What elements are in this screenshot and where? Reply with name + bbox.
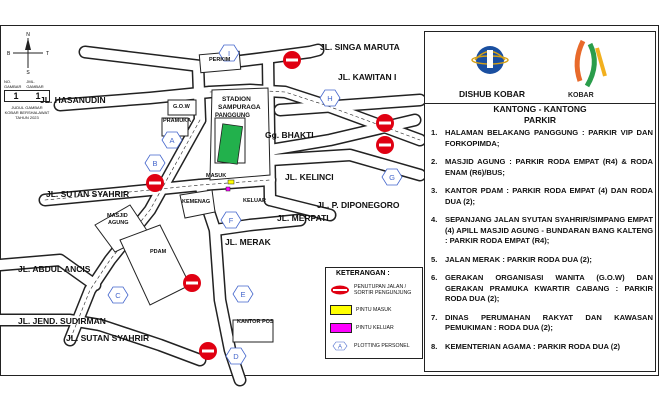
no-entry-sign-icon xyxy=(376,114,394,132)
entry-gate-marker xyxy=(228,180,234,184)
legend-exit xyxy=(330,323,394,333)
compass-east: T xyxy=(46,51,50,57)
triangle-marker-icon xyxy=(330,341,350,351)
legend-personnel xyxy=(330,341,410,351)
street-merak: JL. MERAK xyxy=(225,237,271,247)
marker-label-a: A xyxy=(169,136,175,145)
legend-personnel-label: PLOTTING PERSONEL xyxy=(354,343,410,349)
svg-text:A: A xyxy=(337,344,343,351)
judul-label: JUDUL GAMBAR xyxy=(11,105,43,110)
legend-closure xyxy=(330,284,422,296)
north-arrow-icon xyxy=(3,30,53,75)
list-item: 5. JALAN MERAK : PARKIR RODA DUA (2); xyxy=(431,254,592,264)
marker-label-f: F xyxy=(228,216,234,225)
legend-exit-label: PINTU KELUAR xyxy=(356,325,394,331)
marker-label-b: B xyxy=(152,159,158,168)
jml-gambar-label: JML. GAMBAR xyxy=(26,79,44,89)
list-item: 8. KEMENTERIAN AGAMA : PARKIR RODA DUA (2) xyxy=(431,341,621,351)
list-item: 1. HALAMAN BELAKANG PANGGUNG : PARKIR VIP DAN FORKOPIMDA; xyxy=(431,128,653,148)
map-legend xyxy=(325,267,423,359)
no-entry-sign-icon xyxy=(183,274,201,292)
street-diponegoro: JL. P. DIPONEGORO xyxy=(317,200,400,210)
list-item: 6. GERAKAN ORGANISASI WANITA (G.O.W) DAN GERAKAN PRAMUKA KWARTIR CABANG : PARKIR RODA DUA (2); xyxy=(431,273,653,303)
label-masjid-2: AGUNG xyxy=(108,220,129,226)
list-item: 2. MASJID AGUNG : PARKIR RODA EMPAT (R4) & RODA ENAM (R6)/BUS; xyxy=(431,157,653,177)
legend-closure-label: PENUTUPAN JALAN / SORTIR PENGUNJUNG xyxy=(354,284,412,296)
street-sutan-syahrir-2: JL. SUTAN SYAHRIR xyxy=(66,333,150,343)
label-keluar: KELUAR xyxy=(243,198,266,204)
no-entry-sign-icon xyxy=(330,285,350,295)
no-entry-sign-icon xyxy=(199,342,217,360)
judul-line2: TAHUN 2023 xyxy=(15,115,39,120)
compass-west: B xyxy=(7,51,11,57)
street-kelinci: JL. KELINCI xyxy=(285,172,334,182)
marker-label-e: E xyxy=(240,290,246,299)
street-bhakti: Gg. BHAKTI xyxy=(265,130,314,140)
street-singa-maruta: JL. SINGA MARUTA xyxy=(320,42,400,52)
street-kawitan: JL. KAWITAN I xyxy=(338,72,397,82)
no-entry-sign-icon xyxy=(376,136,394,154)
label-kemenag: KEMENAG xyxy=(182,199,211,205)
street-hasanudin: JL. HASANUDIN xyxy=(40,95,106,105)
pdam-building xyxy=(120,225,190,305)
label-perkim: PERKIM xyxy=(209,57,231,63)
entry-swatch xyxy=(330,305,352,315)
compass-north: N xyxy=(26,32,30,38)
parking-title xyxy=(425,104,655,126)
list-item: 7. DINAS PERUMAHAN RAKYAT DAN KAWASAN PEMUKIMAN : RODA DUA (2); xyxy=(431,312,653,332)
legend-entry xyxy=(330,305,391,315)
dishub-logo-icon xyxy=(465,38,515,88)
exit-gate-marker xyxy=(226,187,230,191)
street-sutan-syahrir-1: JL. SUTAN SYAHRIR xyxy=(46,189,130,199)
label-stadium-1: STADION xyxy=(222,96,251,103)
label-stadium-2: SAMPURAGA xyxy=(218,104,261,111)
street-sudirman: JL. JEND. SUDIRMAN xyxy=(18,316,106,326)
exit-swatch xyxy=(330,323,352,333)
list-item: 4. SEPANJANG JALAN SYUTAN SYAHRIR/SIMPANG EMPAT (4) APILL MASJID AGUNG - BUNDARAN BANG KALTENG : PARKIR RODA EMPAT (R4); xyxy=(431,215,653,245)
street-merpati: JL. MERPATI xyxy=(277,213,329,223)
label-gow: G.O.W xyxy=(173,104,190,110)
label-kantor-pos: KANTOR POS xyxy=(237,319,274,325)
no-entry-sign-icon xyxy=(146,174,164,192)
judul-line1: KOBAR BERSHALAWAT xyxy=(4,110,50,115)
dishub-label: DISHUB KOBAR xyxy=(458,89,526,99)
label-masuk: MASUK xyxy=(206,173,227,179)
compass-south: S xyxy=(26,70,30,75)
marker-label-h: H xyxy=(327,94,333,103)
label-masjid-1: MASJID xyxy=(107,213,128,219)
kobar-logo-icon xyxy=(565,36,615,96)
list-item: 3. KANTOR PDAM : PARKIR RODA EMPAT (4) DAN RODA DUA (2); xyxy=(431,186,653,206)
no-gambar-label: NO. GAMBAR xyxy=(4,79,22,89)
legend-entry-label: PINTU MASUK xyxy=(356,307,392,313)
label-panggung: PANGGUNG xyxy=(215,113,250,119)
parking-title-line2: PARKIR xyxy=(524,115,556,125)
marker-label-g: G xyxy=(389,173,395,182)
marker-label-c: C xyxy=(115,291,121,300)
parking-list xyxy=(431,128,653,360)
label-pdam: PDAM xyxy=(150,249,167,255)
legend-title: KETERANGAN : xyxy=(336,270,390,277)
marker-label-i: I xyxy=(227,49,231,58)
logo-header xyxy=(425,32,655,104)
no-entry-sign-icon xyxy=(283,51,301,69)
jml-gambar-value: 1 xyxy=(35,91,41,101)
kobar-label: KOBAR xyxy=(568,92,594,99)
parking-panel xyxy=(424,31,656,372)
no-gambar-value: 1 xyxy=(13,91,19,101)
street-abdul-ancis: JL. ABDUL ANCIS xyxy=(18,264,91,274)
parking-title-line1: KANTONG - KANTONG xyxy=(493,104,587,114)
marker-label-d: D xyxy=(233,352,239,361)
label-pramuka: PRAMUKA xyxy=(163,118,192,124)
